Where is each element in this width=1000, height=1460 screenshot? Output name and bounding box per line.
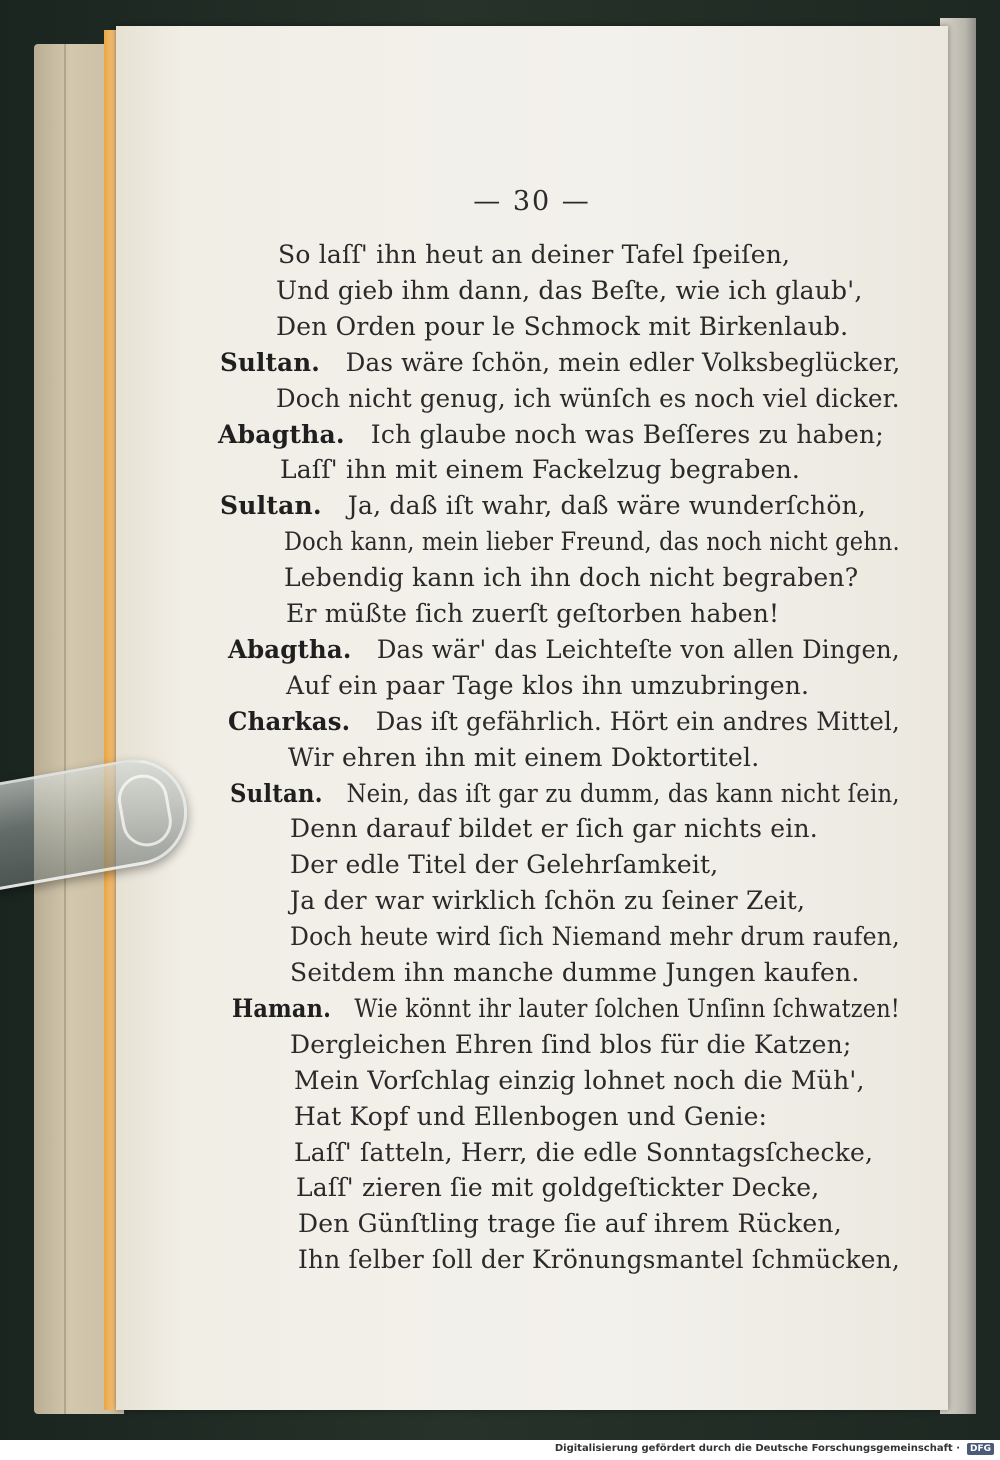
verse-text-line: Das wäre ſchön, mein edler Volksbeglücker, <box>345 347 901 377</box>
verse-text-line: Ja, daß iſt wahr, daß wäre wunderſchön, <box>347 491 867 521</box>
speaker-name: Sultan. <box>220 491 322 521</box>
verse-text-line: Dergleichen Ehren ſind blos für die Katzen; <box>290 1029 852 1059</box>
verse-line <box>290 886 805 915</box>
verse-text-line: Ja der war wirklich ſchön zu ſeiner Zeit, <box>290 886 806 916</box>
verse-line <box>290 814 818 843</box>
speaker-name: Charkas. <box>228 706 351 736</box>
footer-bar <box>0 1440 1000 1460</box>
page-number: — 30 — <box>473 186 591 217</box>
verse-text-line: Seitdem ihn manche dumme Jungen kaufen. <box>290 958 860 987</box>
verse-line <box>286 599 779 628</box>
verse-text-line: Und gieb ihm dann, das Beſte, wie ich glaub', <box>276 275 863 305</box>
speaker-name: Haman. <box>232 993 332 1023</box>
verse-line <box>284 527 900 556</box>
verse-text-line: Den Günſtling trage ſie auf ihrem Rücken, <box>298 1209 842 1239</box>
verse-line <box>276 276 862 305</box>
verse-text-line: Den Orden pour le Schmock mit Birkenlaub. <box>276 311 849 341</box>
speaker-name: Sultan. <box>220 347 321 377</box>
verse-text-line: Laſſ' ſatteln, Herr, die edle Sonntagsſchecke, <box>294 1137 874 1167</box>
footer-credit: Digitalisierung gefördert durch die Deutsche Forschungsgemeinschaft · <box>554 1443 960 1454</box>
speaker-name: Abagtha. <box>228 634 352 664</box>
verse-text-line: Laſſ' zieren ſie mit goldgeſtickter Decke, <box>296 1173 820 1203</box>
verse-line <box>294 1066 865 1095</box>
verse-text-line: Mein Vorſchlag einzig lohnet noch die Müh', <box>294 1065 865 1095</box>
verse-line <box>228 707 900 736</box>
verse-text-line: Der edle Titel der Gelehrſamkeit, <box>290 850 719 880</box>
verse-text-line: Auf ein paar Tage klos ihn umzubringen. <box>286 670 810 700</box>
dfg-logo-icon: DFG <box>967 1443 994 1455</box>
verse-line <box>228 635 900 664</box>
verse-line <box>230 779 900 808</box>
verse-line <box>276 312 848 341</box>
verse-text-line: Laſſ' ihn mit einem Fackelzug begraben. <box>280 455 801 485</box>
verse-line <box>220 348 900 377</box>
verse-line <box>294 1102 767 1131</box>
verse-text-line: Das iſt gefährlich. Hört ein andres Mittel, <box>375 706 900 736</box>
verse-text-line: Er müßte ſich zuerſt geſtorben haben! <box>286 599 780 628</box>
verse-line <box>278 240 790 269</box>
verse-text-line: Doch heute wird ſich Niemand mehr drum raufen, <box>290 922 900 952</box>
verse-line <box>218 420 884 449</box>
verse-text-line: Ihn ſelber ſoll der Krönungsmantel ſchmücken, <box>298 1245 900 1275</box>
verse-text-line: Lebendig kann ich ihn doch nicht begraben? <box>284 563 859 593</box>
verse-line <box>294 1138 873 1167</box>
verse-line <box>284 563 858 592</box>
verse-line <box>298 1245 900 1274</box>
verse-line <box>290 922 900 951</box>
verse-text-line: Nein, das iſt gar zu dumm, das kann nicht ſein, <box>346 778 900 808</box>
speaker-name: Sultan. <box>230 778 323 808</box>
verse-text-line: Wir ehren ihn mit einem Doktortitel. <box>288 742 760 772</box>
verse-text-line: Doch kann, mein lieber Freund, das noch nicht gehn. <box>284 527 900 557</box>
verse-line <box>298 1209 842 1238</box>
verse-line <box>290 958 860 987</box>
verse-text-line: Denn darauf bildet er ſich gar nichts ein. <box>290 814 818 844</box>
verse-text-line: Das wär' das Leichteſte von allen Dingen, <box>376 634 900 664</box>
verse-text-line: Hat Kopf und Ellenbogen und Genie: <box>294 1101 768 1131</box>
verse-text-line: So laſſ' ihn heut an deiner Tafel ſpeiſen, <box>278 240 791 269</box>
verse-text-line: Doch nicht genug, ich wünſch es noch viel dicker. <box>276 383 900 413</box>
verse-line <box>296 1173 819 1202</box>
verse-line <box>220 491 866 520</box>
verse-text-line: Wie könnt ihr lauter ſolchen Unſinn ſchwatzen! <box>354 993 900 1023</box>
verse-line <box>286 671 809 700</box>
verse-line <box>290 850 718 879</box>
speaker-name: Abagtha. <box>218 419 345 449</box>
verse-line <box>280 455 800 484</box>
verse-text-line: Ich glaube noch was Beſſeres zu haben; <box>370 419 884 449</box>
verse-line <box>290 1030 852 1059</box>
verse-line <box>276 384 900 413</box>
verse-line <box>232 994 900 1023</box>
verse-line <box>288 743 759 772</box>
